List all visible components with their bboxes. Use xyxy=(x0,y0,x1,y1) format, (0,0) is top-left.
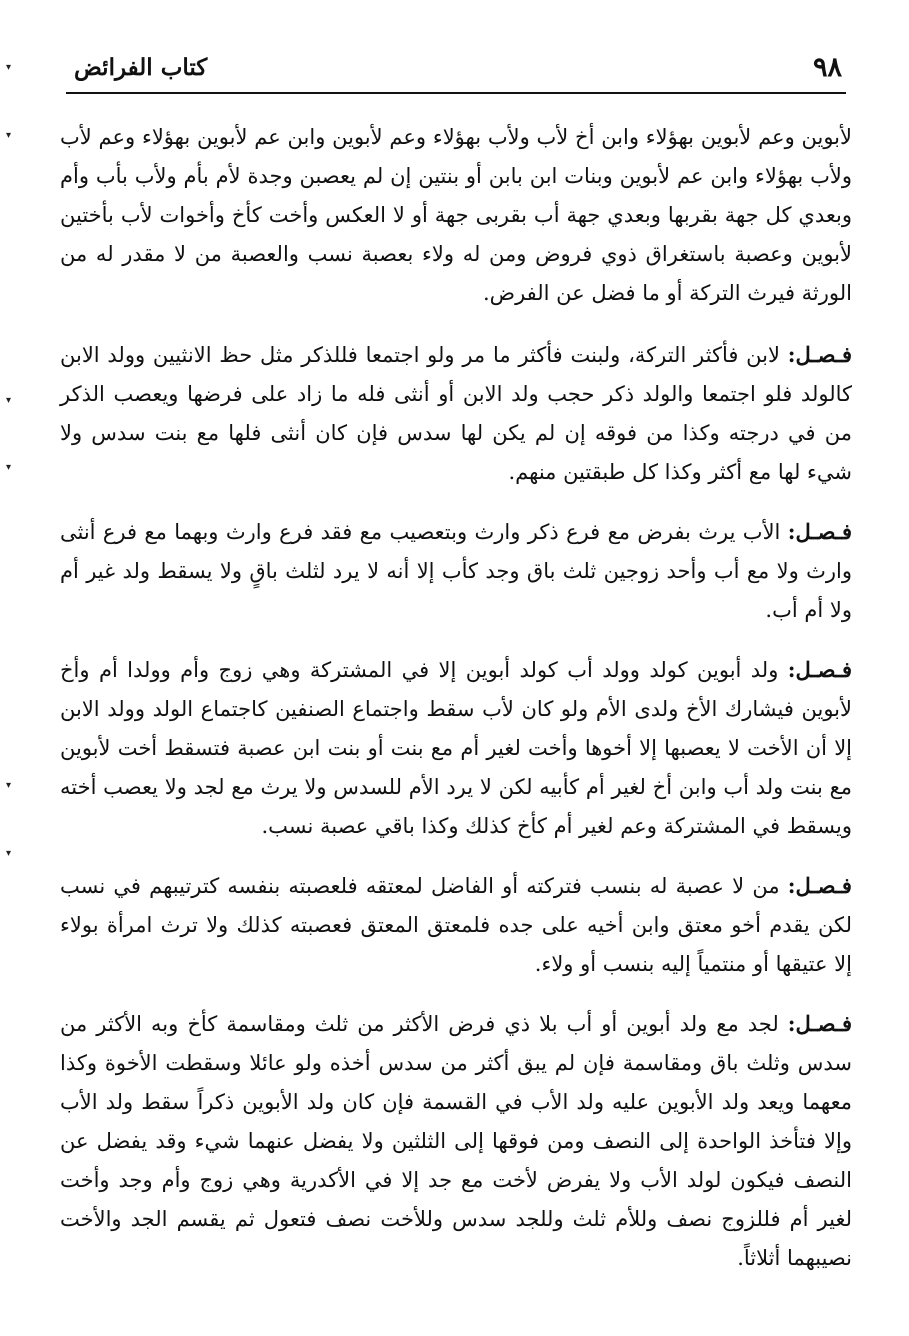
paragraph-text: لابن فأكثر التركة، ولبنت فأكثر ما مر ولو اجتمعا فللذكر مثل حظ الانثيين وولد الابن كالولد فلو اجتمعا والولد ذكر حجب ولد الابن أو أنثى فله ما زاد على فرضها ويعصب الذكر من في درجته وكذا من فوقه إن لم يكن لها سدس فإن كان أنثى فلها مع بنت سدس ولا شيء لها مع أكثر وكذا كل طبقتين منهم. xyxy=(60,343,852,484)
margin-mark: ▾ xyxy=(6,395,12,406)
paragraph-fasl-5 xyxy=(60,1004,852,1278)
paragraph-fasl-3 xyxy=(60,650,852,846)
header-divider xyxy=(66,92,846,94)
section-heading: فـصـل: xyxy=(787,873,852,898)
paragraph-text: لأبوين وعم لأبوين بهؤلاء وابن أخ لأب ولأب بهؤلاء وعم لأبوين وابن عم لأبوين بهؤلاء وعم لأب ولأب بهؤلاء وابن عم لأبوين وبنات ابن بابن أو بنتين إن لم يعصبن وجدة لأم بأم ولأب بأب وأم وبعدي كل جهة بقربها وبعدي جهة أب بقربى جهة أو لا العكس وأخت كأخ وأخوات لأب بأختين لأبوين وعصبة باستغراق ذوي فروض ومن له ولاء بعصبة نسب والعصبة من لا مقدر له من الورثة فيرث التركة أو ما فضل عن الفرض. xyxy=(60,125,852,305)
section-heading: فـصـل: xyxy=(787,1011,852,1036)
main-text xyxy=(60,118,852,1298)
paragraph-continuation xyxy=(60,118,852,313)
paragraph-fasl-2 xyxy=(60,512,852,630)
paragraph-text: لجد مع ولد أبوين أو أب بلا ذي فرض الأكثر من ثلث ومقاسمة كأخ وبه الأكثر من سدس وثلث باق ومقاسمة فإن لم يبق أكثر من سدس أخذه ولو عائلا وسقطت الأخوة وكذا معهما ويعد ولد الأبوين عليه ولد الأب في القسمة فإن كان ولد الأبوين ذكراً سقط ولد الأب وإلا فتأخذ الواحدة إلى النصف ومن فوقها إلى الثلثين ولا يفضل عنهما شيء وقد يفضل عن النصف فيكون لولد الأب ولا يفرض لأخت مع جد إلا في الأكدرية وهي زوج وأم وجد وأخت لغير أم فللزوج نصف وللأم ثلث وللجد سدس وللأخت نصف فتعول ثم يقسم الجد والأخت نصيبهما أثلاثاً. xyxy=(60,1012,852,1270)
margin-mark: ▾ xyxy=(6,62,12,73)
margin-mark: ▾ xyxy=(6,130,12,141)
section-heading: فـصـل: xyxy=(787,342,852,367)
paragraph-fasl-1 xyxy=(60,335,852,492)
paragraph-text: ولد أبوين كولد وولد أب كولد أبوين إلا في المشتركة وهي زوج وأم وولدا أم وأخ لأبوين فيشارك الأخ ولدى الأم ولو كان لأب سقط واجتماع الصنفين كاجتماع الولد وولد الابن إلا أن الأخت لا يعصبها إلا أخوها وأخت لغير أم مع بنت أو بنت ابن عصبة فتسقط أخت لأبوين مع بنت ولد أب وابن أخ لغير أم كأبيه لكن لا يرد الأم للسدس ولا يرث مع لجد ولا يعصب أخته ويسقط في المشتركة وعم لغير أم كأخ كذلك وكذا باقي عصبة نسب. xyxy=(60,658,852,838)
paragraph-fasl-4 xyxy=(60,866,852,984)
page-number: ٩٨ xyxy=(812,52,842,83)
page-header xyxy=(66,50,846,88)
section-heading: فـصـل: xyxy=(787,519,852,544)
margin-mark: ▾ xyxy=(6,780,12,791)
paragraph-text: من لا عصبة له بنسب فتركته أو الفاضل لمعتقه فلعصبته بنفسه كترتيبهم في نسب لكن يقدم أخو معتق وابن أخيه على جده فلمعتق المعتق فعصبته كذلك ولا ترث امرأة بولاء إلا عتيقها أو منتمياً إليه بنسب أو ولاء. xyxy=(60,874,852,976)
margin-mark: ▾ xyxy=(6,462,12,473)
section-heading: فـصـل: xyxy=(787,657,852,682)
margin-mark: ▾ xyxy=(6,848,12,859)
book-title: كتاب الفرائض xyxy=(74,54,208,81)
paragraph-text: الأب يرث بفرض مع فرع ذكر وارث وبتعصيب مع فقد فرع وارث وبهما مع فرع أنثى وارث ولا مع أب وأحد زوجين ثلث باق وجد كأب إلا أنه لا يرد لثلث باقٍ ولا يسقط ولد غير أم ولا أم أب. xyxy=(60,520,852,622)
